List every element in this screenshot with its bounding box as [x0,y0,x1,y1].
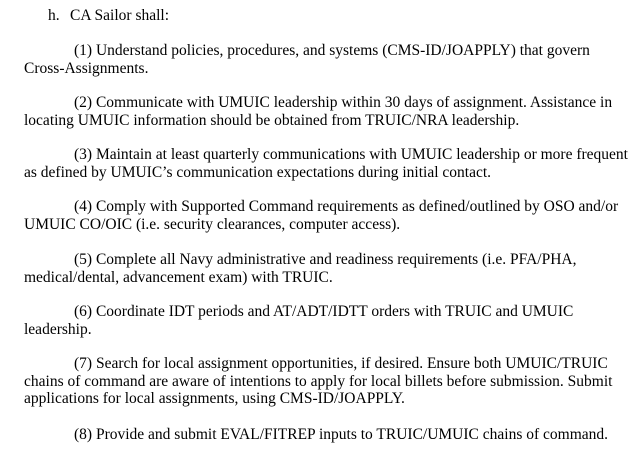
list-item-line: applications for local assignments, using CMS-ID/JOAPPLY. [24,390,405,407]
list-item-line: medical/dental, advancement exam) with TRUIC. [24,268,333,286]
list-item-line: (4) Comply with Supported Command requirements as defined/outlined by OSO and/or [74,198,619,215]
list-item-2 [24,94,624,129]
section-title: CA Sailor shall: [70,7,170,24]
list-item-line: leadership. [24,320,92,338]
list-item-line: UMUIC CO/OIC (i.e. security clearances, computer access). [24,215,401,233]
list-item-line: (8) Provide and submit EVAL/FITREP inputs to TRUIC/UMUIC chains of command. [74,426,609,443]
list-item-line: (6) Coordinate IDT periods and AT/ADT/IDTT orders with TRUIC and UMUIC [74,303,574,320]
list-item-5 [24,251,624,286]
list-item-1 [24,42,624,77]
list-item-6 [24,303,624,338]
list-item-line: Cross-Assignments. [24,59,149,77]
list-item-4 [24,198,624,233]
list-item-8 [24,426,624,444]
section-marker: h. [48,7,60,24]
list-item-line: as defined by UMUIC’s communication expectations during initial contact. [24,163,492,181]
list-item-line: (2) Communicate with UMUIC leadership within 30 days of assignment. Assistance in [74,94,613,111]
list-item-line: (3) Maintain at least quarterly communications with UMUIC leadership or more frequent [74,146,628,163]
list-item-line: (5) Complete all Navy administrative and readiness requirements (i.e. PFA/PHA, [74,251,577,268]
list-item-line: chains of command are aware of intentions to apply for local billets before submission. Submit [24,372,613,390]
list-item-line: (1) Understand policies, procedures, and systems (CMS-ID/JOAPPLY) that govern [74,42,590,59]
list-item-line: (7) Search for local assignment opportunities, if desired. Ensure both UMUIC/TRUIC [74,355,608,372]
list-item-7 [24,355,624,408]
list-item-3 [24,146,628,181]
list-item-line: locating UMUIC information should be obtained from TRUIC/NRA leadership. [24,111,520,129]
section-heading [48,7,169,24]
